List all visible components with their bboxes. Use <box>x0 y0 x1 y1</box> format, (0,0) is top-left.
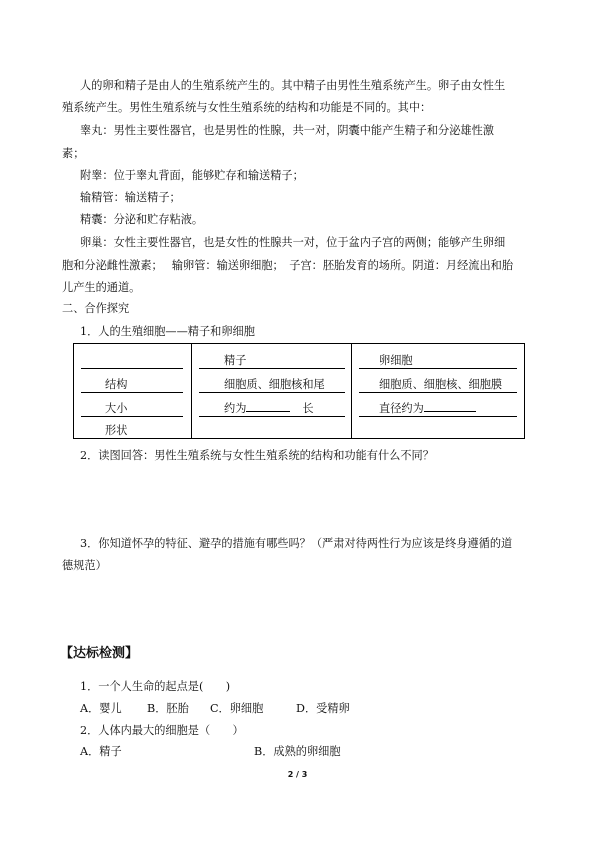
vas-deferens-text: 输精管：输送精子； <box>80 191 181 204</box>
intro-line-1: 人的卵和精子是由人的生殖系统产生的。其中精子由男性生殖系统产生。卵子由女性生 <box>80 79 506 92</box>
table-rule <box>81 416 183 417</box>
explore-heading: 二、合作探究 <box>62 302 130 315</box>
option-a[interactable]: A．精子 <box>80 745 122 758</box>
seminal-vesicle-text: 精囊：分泌和贮存粘液。 <box>80 213 204 226</box>
explore-question-2: 2．读图回答：男性生殖系统与女性生殖系统的结构和功能有什么不同？ <box>80 449 434 462</box>
intro-line-2: 殖系统产生。男性生殖系统与女性生殖系统的结构和功能是不同的。其中： <box>62 101 432 114</box>
option-b[interactable]: B．成熟的卵细胞 <box>254 745 341 758</box>
table-rule <box>199 392 345 393</box>
table-rule <box>359 368 517 369</box>
table-divider <box>351 344 352 438</box>
check-question-1: 1．一个人生命的起点是( ) <box>80 680 231 693</box>
header-egg: 卵细胞 <box>379 354 413 367</box>
table-rule <box>81 368 183 369</box>
row-label-size: 大小 <box>105 402 128 415</box>
row-label-shape: 形状 <box>105 424 128 437</box>
sperm-size-blank[interactable] <box>246 411 290 412</box>
sperm-structure: 细胞质、细胞核和尾 <box>224 378 325 391</box>
germ-cell-table <box>73 343 525 439</box>
ovary-line-1: 卵巢：女性主要性器官，也是女性的性腺共一对，位于盆内子宫的两侧；能够产生卵细 <box>80 236 506 249</box>
table-rule <box>359 392 517 393</box>
egg-size-prefix: 直径约为 <box>379 402 424 415</box>
explore-question-1: 1．人的生殖细胞——精子和卵细胞 <box>80 325 255 338</box>
table-rule <box>199 416 345 417</box>
ovary-line-3: 儿产生的通道。 <box>62 281 141 294</box>
table-rule <box>359 416 517 417</box>
egg-size <box>379 402 476 416</box>
testis-line-1: 睾丸：男性主要性器官，也是男性的性腺，共一对，阴囊中能产生精子和分泌雄性激 <box>80 124 494 137</box>
option-b[interactable]: B．胚胎 <box>147 702 189 715</box>
option-a[interactable]: A．婴儿 <box>80 702 122 715</box>
ovary-line-2: 胞和分泌雌性激素； 输卵管：输送卵细胞； 子宫：胚胎发育的场所。阴道：月经流出和胎 <box>62 259 514 272</box>
table-rule <box>199 368 345 369</box>
sperm-size-prefix: 约为 <box>224 402 247 415</box>
epididymis-text: 附睾：位于睾丸背面，能够贮存和输送精子； <box>80 169 304 182</box>
table-rule <box>81 392 183 393</box>
egg-structure: 细胞质、细胞核、细胞膜 <box>379 378 503 391</box>
egg-size-blank[interactable] <box>424 411 476 412</box>
option-d[interactable]: D．受精卵 <box>296 702 350 715</box>
testis-line-2: 素； <box>62 147 85 160</box>
page-number: 2 / 3 <box>287 770 308 779</box>
check-question-2: 2．人体内最大的细胞是（ ） <box>80 724 244 737</box>
explore-question-3-line-1: 3．你知道怀孕的特征、避孕的措施有哪些吗？（严肃对待两性行为应该是终身遵循的道 <box>80 537 513 550</box>
option-c[interactable]: C．卵细胞 <box>210 702 264 715</box>
sperm-size <box>224 402 314 416</box>
sperm-size-suffix: 长 <box>302 402 314 415</box>
header-sperm: 精子 <box>224 354 247 367</box>
explore-question-3-line-2: 德规范） <box>62 559 107 572</box>
section-title: 【达标检测】 <box>60 646 139 661</box>
table-divider <box>191 344 192 438</box>
row-label-structure: 结构 <box>105 378 128 391</box>
